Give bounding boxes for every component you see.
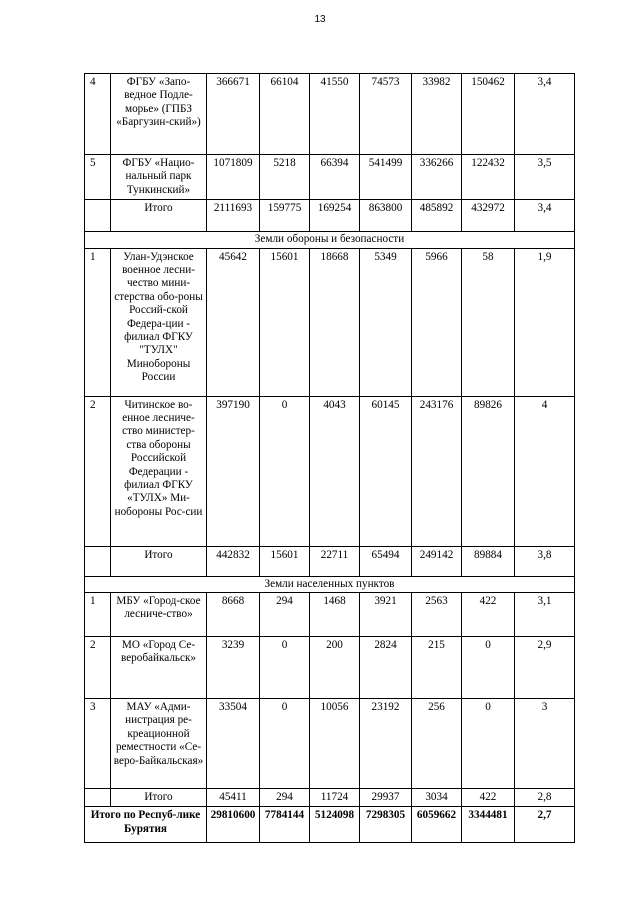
value-cell: 7298305	[360, 807, 412, 843]
value-cell: 18668	[310, 248, 360, 396]
value-cell: 22711	[310, 546, 360, 576]
organization-name: ФГБУ «Запо-ведное Подле-морье» (ГПБЗ «Баргузин-ский»)	[111, 74, 207, 155]
value-cell: 0	[462, 699, 515, 789]
value-cell: 432972	[462, 200, 515, 232]
value-cell: 2,7	[515, 807, 575, 843]
value-cell: 2,8	[515, 789, 575, 807]
value-cell: 256	[412, 699, 462, 789]
value-cell: 45642	[207, 248, 260, 396]
value-cell: 4043	[310, 396, 360, 546]
value-cell: 15601	[260, 248, 310, 396]
value-cell: 66394	[310, 155, 360, 200]
organization-name: Улан-Удэнское военное лесни-чество мини-стерства обо-роны Россий-ской Федера-ции - филиал ФГКУ "ТУЛХ" Минобороны России	[111, 248, 207, 396]
total-row	[85, 546, 575, 576]
value-cell: 33504	[207, 699, 260, 789]
empty-cell	[85, 546, 111, 576]
organization-name: МО «Город Се-веробайкальск»	[111, 637, 207, 699]
total-row	[85, 200, 575, 232]
value-cell: 294	[260, 593, 310, 637]
value-cell: 2824	[360, 637, 412, 699]
value-cell: 863800	[360, 200, 412, 232]
value-cell: 1,9	[515, 248, 575, 396]
value-cell: 336266	[412, 155, 462, 200]
empty-cell	[85, 200, 111, 232]
value-cell: 2,9	[515, 637, 575, 699]
value-cell: 5218	[260, 155, 310, 200]
value-cell: 74573	[360, 74, 412, 155]
value-cell: 66104	[260, 74, 310, 155]
organization-name: МАУ «Адми-нистрация ре-креационной реместности «Се-веро-Байкальская»	[111, 699, 207, 789]
table-row	[85, 74, 575, 155]
forest-statistics-table	[84, 73, 575, 843]
value-cell: 122432	[462, 155, 515, 200]
value-cell: 200	[310, 637, 360, 699]
value-cell: 5124098	[310, 807, 360, 843]
value-cell: 3,1	[515, 593, 575, 637]
table-row	[85, 396, 575, 546]
empty-cell	[85, 789, 111, 807]
value-cell: 485892	[412, 200, 462, 232]
grand-total-row	[85, 807, 575, 843]
value-cell: 89884	[462, 546, 515, 576]
value-cell: 422	[462, 593, 515, 637]
value-cell: 2563	[412, 593, 462, 637]
value-cell: 541499	[360, 155, 412, 200]
table-row	[85, 699, 575, 789]
value-cell: 1468	[310, 593, 360, 637]
value-cell: 215	[412, 637, 462, 699]
value-cell: 3,4	[515, 74, 575, 155]
row-number: 1	[85, 248, 111, 396]
value-cell: 422	[462, 789, 515, 807]
value-cell: 45411	[207, 789, 260, 807]
value-cell: 11724	[310, 789, 360, 807]
grand-total-label: Итого по Респуб-лике Бурятия	[85, 807, 207, 843]
value-cell: 6059662	[412, 807, 462, 843]
total-label: Итого	[111, 546, 207, 576]
value-cell: 5966	[412, 248, 462, 396]
row-number: 2	[85, 396, 111, 546]
value-cell: 10056	[310, 699, 360, 789]
value-cell: 169254	[310, 200, 360, 232]
page-number: 13	[314, 14, 326, 25]
value-cell: 3	[515, 699, 575, 789]
row-number: 3	[85, 699, 111, 789]
value-cell: 89826	[462, 396, 515, 546]
value-cell: 5349	[360, 248, 412, 396]
value-cell: 4	[515, 396, 575, 546]
section-header-row	[85, 232, 575, 248]
value-cell: 0	[260, 699, 310, 789]
row-number: 4	[85, 74, 111, 155]
organization-name: ФГБУ «Нацио-нальный парк Тункинский»	[111, 155, 207, 200]
value-cell: 3,8	[515, 546, 575, 576]
value-cell: 366671	[207, 74, 260, 155]
section-header-row	[85, 576, 575, 592]
value-cell: 249142	[412, 546, 462, 576]
organization-name: МБУ «Город-ское лесниче-ство»	[111, 593, 207, 637]
value-cell: 15601	[260, 546, 310, 576]
value-cell: 150462	[462, 74, 515, 155]
value-cell: 3,4	[515, 200, 575, 232]
value-cell: 0	[260, 637, 310, 699]
row-number: 5	[85, 155, 111, 200]
value-cell: 243176	[412, 396, 462, 546]
organization-name: Читинское во-енное лесниче-ство министер-ства обороны Российской Федерации - филиал ФГКУ «ТУЛХ» Ми-нобороны Рос-сии	[111, 396, 207, 546]
value-cell: 3344481	[462, 807, 515, 843]
value-cell: 33982	[412, 74, 462, 155]
total-label: Итого	[111, 789, 207, 807]
value-cell: 23192	[360, 699, 412, 789]
value-cell: 3239	[207, 637, 260, 699]
section-title: Земли населенных пунктов	[85, 576, 575, 592]
value-cell: 159775	[260, 200, 310, 232]
table-row	[85, 593, 575, 637]
value-cell: 41550	[310, 74, 360, 155]
value-cell: 3921	[360, 593, 412, 637]
table-row	[85, 248, 575, 396]
value-cell: 294	[260, 789, 310, 807]
value-cell: 2111693	[207, 200, 260, 232]
total-label: Итого	[111, 200, 207, 232]
value-cell: 29937	[360, 789, 412, 807]
value-cell: 1071809	[207, 155, 260, 200]
value-cell: 7784144	[260, 807, 310, 843]
value-cell: 442832	[207, 546, 260, 576]
section-title: Земли обороны и безопасности	[85, 232, 575, 248]
row-number: 1	[85, 593, 111, 637]
table-row	[85, 155, 575, 200]
value-cell: 60145	[360, 396, 412, 546]
value-cell: 65494	[360, 546, 412, 576]
value-cell: 3,5	[515, 155, 575, 200]
value-cell: 29810600	[207, 807, 260, 843]
row-number: 2	[85, 637, 111, 699]
value-cell: 0	[462, 637, 515, 699]
value-cell: 8668	[207, 593, 260, 637]
value-cell: 58	[462, 248, 515, 396]
table-row	[85, 637, 575, 699]
total-row	[85, 789, 575, 807]
value-cell: 0	[260, 396, 310, 546]
value-cell: 397190	[207, 396, 260, 546]
value-cell: 3034	[412, 789, 462, 807]
